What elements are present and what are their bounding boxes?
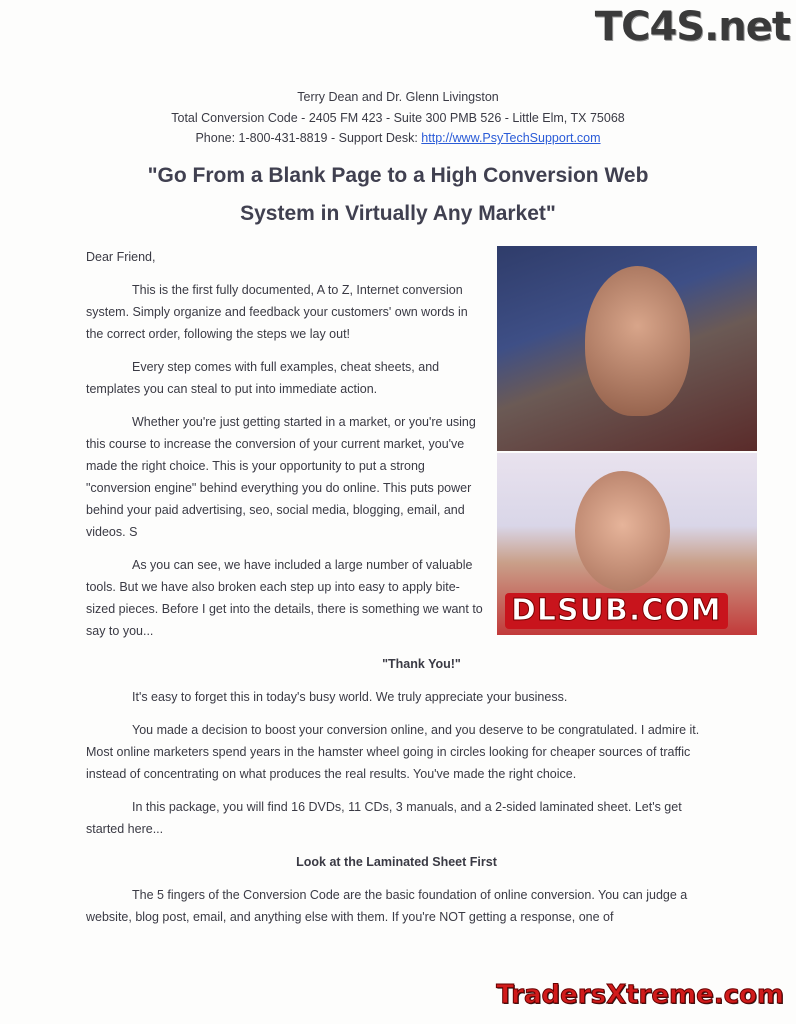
authors: Terry Dean and Dr. Glenn Livingston bbox=[297, 90, 499, 104]
phone: Phone: 1-800-431-8819 - Support Desk: bbox=[195, 131, 422, 145]
paragraph: It's easy to forget this in today's busy world. We truly appreciate your business. bbox=[132, 690, 568, 704]
page-title-line-1: "Go From a Blank Page to a High Conversion Web bbox=[147, 164, 649, 187]
photo-terry-dean bbox=[497, 246, 757, 451]
thank-you-heading: "Thank You!" bbox=[382, 657, 461, 671]
paragraph: The 5 fingers of the Conversion Code are the basic foundation of online conversion. You can judge a website, blog post, email, and anything else with them. If you're NOT getting a response, one of bbox=[86, 888, 688, 924]
photo-glenn-livingston bbox=[497, 453, 757, 635]
watermark-tc4s: TC4S.net bbox=[594, 4, 790, 50]
lower-section bbox=[86, 686, 757, 928]
paragraph: This is the first fully documented, A to Z, Internet conversion system. Simply organize and feedback your customers' own words in the correct order, following the steps we lay out! bbox=[86, 283, 468, 341]
paragraph: In this package, you will find 16 DVDs, 11 CDs, 3 manuals, and a 2-sided laminated sheet. Let's get started here... bbox=[86, 800, 682, 836]
page-title-line-2: System in Virtually Any Market" bbox=[240, 202, 556, 225]
salutation: Dear Friend, bbox=[86, 250, 156, 264]
photos bbox=[497, 246, 757, 635]
contact-line bbox=[0, 128, 796, 149]
laminated-sheet-heading: Look at the Laminated Sheet First bbox=[296, 855, 497, 869]
paragraph: As you can see, we have included a large number of valuable tools. But we have also broken each step up into easy to apply bite-sized pieces. Before I get into the details, there is something we want to say to you... bbox=[86, 558, 483, 638]
face-2 bbox=[575, 471, 670, 591]
watermark-dlsub: DLSUB.COM bbox=[505, 593, 728, 629]
address: Total Conversion Code - 2405 FM 423 - Suite 300 PMB 526 - Little Elm, TX 75068 bbox=[171, 111, 625, 125]
paragraph: You made a decision to boost your conversion online, and you deserve to be congratulated. I admire it. Most online marketers spend years in the hamster wheel going in circles looking for cheaper sources of traffic instead of concentrating on what produces the real results. You've made the right choice. bbox=[86, 723, 700, 781]
face-1 bbox=[585, 266, 690, 416]
paragraph: Whether you're just getting started in a market, or you're using this course to increase the conversion of your current market, you've made the right choice. This is your opportunity to put a strong "conversion engine" behind everything you do online. This puts power behind your paid advertising, seo, social media, blogging, email, and videos. S bbox=[86, 415, 476, 539]
watermark-tradersxtreme: TradersXtreme.com bbox=[496, 980, 784, 1010]
letter-body bbox=[86, 246, 757, 939]
support-link[interactable]: http://www.PsyTechSupport.com bbox=[421, 131, 601, 145]
paragraph: Every step comes with full examples, cheat sheets, and templates you can steal to put into immediate action. bbox=[86, 360, 440, 396]
